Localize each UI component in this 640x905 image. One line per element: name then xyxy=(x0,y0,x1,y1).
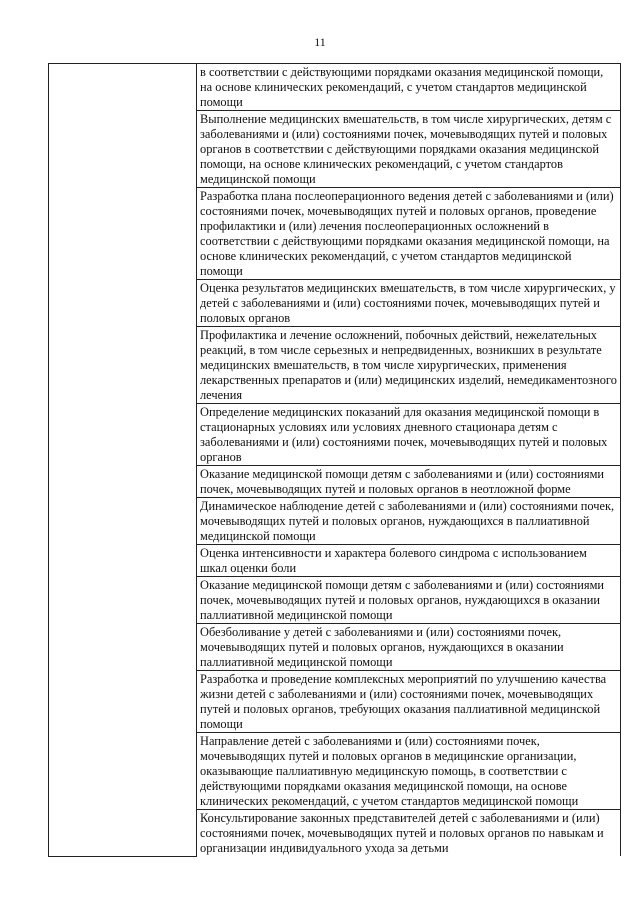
table-cell xyxy=(197,624,621,671)
table-cell xyxy=(197,64,621,111)
table-cell xyxy=(197,327,621,404)
table-row xyxy=(49,64,621,111)
table-cell xyxy=(197,111,621,188)
table-cell xyxy=(197,498,621,545)
cell-text: Определение медицинских показаний для оказания медицинской помощи в стационарных условиях или условиях дневного стационара детям с заболеваниями и (или) состояниями почек, мочевыводящих путей и половых органов xyxy=(200,405,608,464)
table-cell xyxy=(197,404,621,466)
cell-text: Выполнение медицинских вмешательств, в том числе хирургических, детям с заболеваниями и (или) состояниями почек, мочевыводящих путей и половых органов в соответствии с действующими порядками оказания медицинской помощи, на основе клинических рекомендаций, с учетом стандартов медицинской помощи xyxy=(200,112,612,186)
table-cell xyxy=(197,188,621,280)
page-number: 11 xyxy=(314,35,326,49)
cell-text: Профилактика и лечение осложнений, побочных действий, нежелательных реакций, в том числе серьезных и непредвиденных, возникших в результате медицинских вмешательств, в том числе хирургических, применения лекарственных препаратов и (или) медицинских изделий, немедикаментозного лечения xyxy=(200,328,617,402)
table-cell xyxy=(197,810,621,857)
table-cell xyxy=(197,671,621,733)
left-label-cell xyxy=(49,64,197,857)
cell-text: в соответствии с действующими порядками оказания медицинской помощи, на основе клинических рекомендаций, с учетом стандартов медицинской помощи xyxy=(200,65,604,109)
cell-text: Направление детей с заболеваниями и (или) состояниями почек, мочевыводящих путей и половых органов в медицинские организации, оказывающие паллиативную медицинскую помощь, в соответствии с действующими порядками оказания медицинской помощи, на основе клинических рекомендаций, с учетом стандартов медицинской помощи xyxy=(200,734,579,808)
cell-text: Разработка плана послеоперационного ведения детей с заболеваниями и (или) состояниями почек, мочевыводящих путей и половых органов, проведение профилактики и (или) лечения послеоперационных осложнений в соответствии с действующими порядками оказания медицинской помощи, на основе клинических рекомендаций, с учетом стандартов медицинской помощи xyxy=(200,189,614,278)
table-cell xyxy=(197,280,621,327)
cell-text: Разработка и проведение комплексных мероприятий по улучшению качества жизни детей с заболеваниями и (или) состояниями почек, мочевыводящих путей и половых органов, требующих оказания паллиативной медицинской помощи xyxy=(200,672,607,731)
cell-text: Оказание медицинской помощи детям с заболеваниями и (или) состояниями почек, мочевыводящих путей и половых органов, нуждающихся в оказании паллиативной медицинской помощи xyxy=(200,578,605,622)
table-cell xyxy=(197,466,621,498)
cell-text: Оказание медицинской помощи детям с заболеваниями и (или) состояниями почек, мочевыводящих путей и половых органов в неотложной форме xyxy=(200,467,605,496)
table-cell xyxy=(197,577,621,624)
labor-functions-table xyxy=(48,63,621,857)
cell-text: Оценка результатов медицинских вмешательств, в том числе хирургических, у детей с заболеваниями и (или) состояниями почек, мочевыводящих путей и половых органов xyxy=(200,281,616,325)
table-cell xyxy=(197,545,621,577)
cell-text: Консультирование законных представителей детей с заболеваниями и (или) состояниями почек, мочевыводящих путей и половых органов по навыкам и организации индивидуального ухода за детьми xyxy=(200,811,604,855)
table-cell xyxy=(197,733,621,810)
cell-text: Динамическое наблюдение детей с заболеваниями и (или) состояниями почек, мочевыводящих путей и половых органов, нуждающихся в паллиативной медицинской помощи xyxy=(200,499,615,543)
cell-text: Обезболивание у детей с заболеваниями и (или) состояниями почек, мочевыводящих путей и половых органов, нуждающихся в оказании паллиативной медицинской помощи xyxy=(200,625,564,669)
cell-text: Оценка интенсивности и характера болевого синдрома с использованием шкал оценки боли xyxy=(200,546,587,575)
